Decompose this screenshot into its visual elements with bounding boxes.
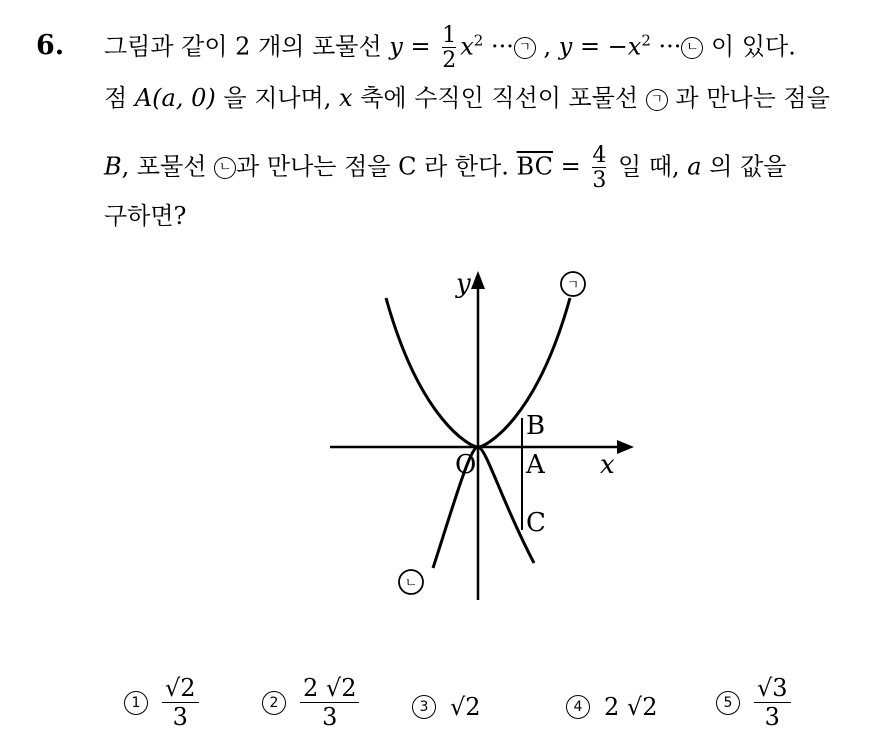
choice-value: $\frac{√2}{3}$ xyxy=(162,675,199,731)
equation-lhs: y = xyxy=(389,32,431,61)
text: 의 값을 xyxy=(709,152,787,181)
circled-mark-2: ㄴ xyxy=(214,157,236,179)
equals: = xyxy=(560,152,581,181)
choice-marker-3: 3 xyxy=(412,695,436,719)
text: 과 만나는 점을 xyxy=(675,84,830,112)
choice-value: √2 xyxy=(450,693,481,721)
text: 축에 수직인 직선이 포물선 xyxy=(360,84,639,112)
fraction-four-thirds: $\frac{4}{3}$ xyxy=(592,143,607,194)
text: 점 xyxy=(104,84,128,112)
parabola-2-curve xyxy=(433,447,534,568)
text: , 포물선 xyxy=(121,152,207,181)
point-b: B xyxy=(104,152,122,181)
variable-x: x xyxy=(339,84,353,112)
x-axis-arrow xyxy=(617,440,634,454)
choice-5[interactable] xyxy=(716,675,791,731)
y-axis-label: y xyxy=(456,269,471,299)
choice-3[interactable] xyxy=(412,693,481,721)
circled-mark-1: ㄱ xyxy=(646,89,668,111)
point-label-c: C xyxy=(526,508,546,538)
question-number: 6. xyxy=(36,30,65,61)
choice-4[interactable] xyxy=(566,693,657,721)
text: 과 만나는 점을 C 라 한다. xyxy=(236,152,509,181)
dots: ··· xyxy=(490,32,514,61)
point-a: A(a, 0) xyxy=(134,84,216,112)
choice-value: 2 √2 xyxy=(604,693,658,721)
segment-bc: $\overline{BC}$ xyxy=(516,152,553,181)
text: 이 있다. xyxy=(711,32,796,61)
choice-value: $\frac{√3}{3}$ xyxy=(754,675,791,731)
circled-mark-1: ㄱ xyxy=(514,37,536,59)
choice-2[interactable] xyxy=(262,675,359,731)
point-label-a: A xyxy=(526,450,545,480)
question-line-1: 그림과 같이 2 개의 포물선 y = $\frac{1}{2}$ $x^2$ ··· ㄱ , $y = -x^2$ ··· ㄴ 이 있다. xyxy=(104,23,796,74)
origin-label: O xyxy=(455,450,477,480)
y-axis-arrow xyxy=(471,271,485,289)
text: 을 지나며, xyxy=(223,84,332,112)
fraction-one-half: $\frac{1}{2}$ xyxy=(442,23,457,74)
curve-marker-2: ㄴ xyxy=(404,576,418,591)
variable-x: x xyxy=(460,32,474,61)
x-axis-label: x xyxy=(600,450,615,480)
text: 구하면? xyxy=(104,202,187,230)
choice-1[interactable] xyxy=(124,675,199,731)
variable-a: a xyxy=(687,152,702,181)
choice-marker-5: 5 xyxy=(716,691,740,715)
choice-value: $\frac{2 √2}{3}$ xyxy=(300,675,359,731)
equation-2: y = −x xyxy=(558,32,642,61)
curve-marker-1: ㄱ xyxy=(566,278,580,293)
text: 일 때, xyxy=(618,152,680,181)
choice-marker-2: 2 xyxy=(262,691,286,715)
text: 그림과 같이 2 개의 포물선 xyxy=(104,32,382,61)
choice-marker-1: 1 xyxy=(124,691,148,715)
circled-mark-2: ㄴ xyxy=(681,37,703,59)
point-label-b: B xyxy=(526,411,546,441)
choice-marker-4: 4 xyxy=(566,695,590,719)
